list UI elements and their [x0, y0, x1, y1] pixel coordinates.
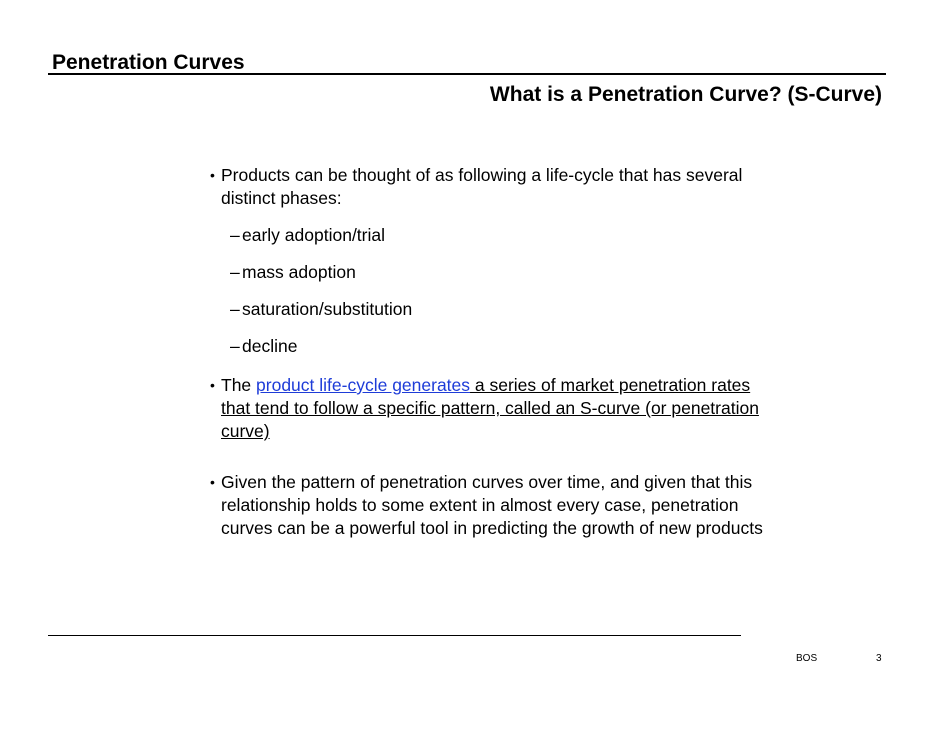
bullet-dot-icon: •	[210, 167, 215, 183]
bullet-dot-icon: •	[210, 377, 215, 393]
sub-item-text: saturation/substitution	[242, 299, 413, 319]
sub-item	[210, 298, 770, 321]
dash-icon: –	[230, 299, 240, 319]
dash-icon: –	[230, 336, 240, 356]
section-title: Penetration Curves	[52, 51, 245, 74]
slide-content	[210, 164, 770, 540]
bullet-text: Products can be thought of as following a life-cycle that has several distinct phases:	[221, 165, 743, 208]
sub-item	[210, 261, 770, 284]
title-divider	[48, 73, 886, 75]
sub-item-text: early adoption/trial	[242, 225, 385, 245]
bullet-item	[210, 471, 770, 540]
dash-icon: –	[230, 262, 240, 282]
bullet-lead-text: The	[221, 375, 257, 395]
bullet-text: Given the pattern of penetration curves over time, and given that this relationship holds to some extent in almost every case, penetration curves can be a powerful tool in predicting the growth of new products	[221, 472, 763, 538]
bullet-underlined-text: a series of market penetration rates that tend to follow a specific pattern, called an S-curve (or penetration curve)	[221, 375, 759, 441]
sub-item-text: mass adoption	[242, 262, 356, 282]
bullet-text	[221, 375, 759, 441]
page-number: 3	[876, 653, 882, 664]
bullet-item	[210, 374, 770, 443]
bullet-item	[210, 164, 770, 210]
bullet-dot-icon: •	[210, 474, 215, 490]
footer-org: BOS	[796, 653, 818, 664]
sub-item	[210, 224, 770, 247]
product-life-cycle-link[interactable]: product life-cycle generates	[256, 375, 471, 395]
footer-divider	[48, 635, 741, 636]
slide-title: What is a Penetration Curve? (S-Curve)	[489, 83, 882, 106]
dash-icon: –	[230, 225, 240, 245]
sub-item	[210, 335, 770, 358]
sub-item-text: decline	[242, 336, 298, 356]
